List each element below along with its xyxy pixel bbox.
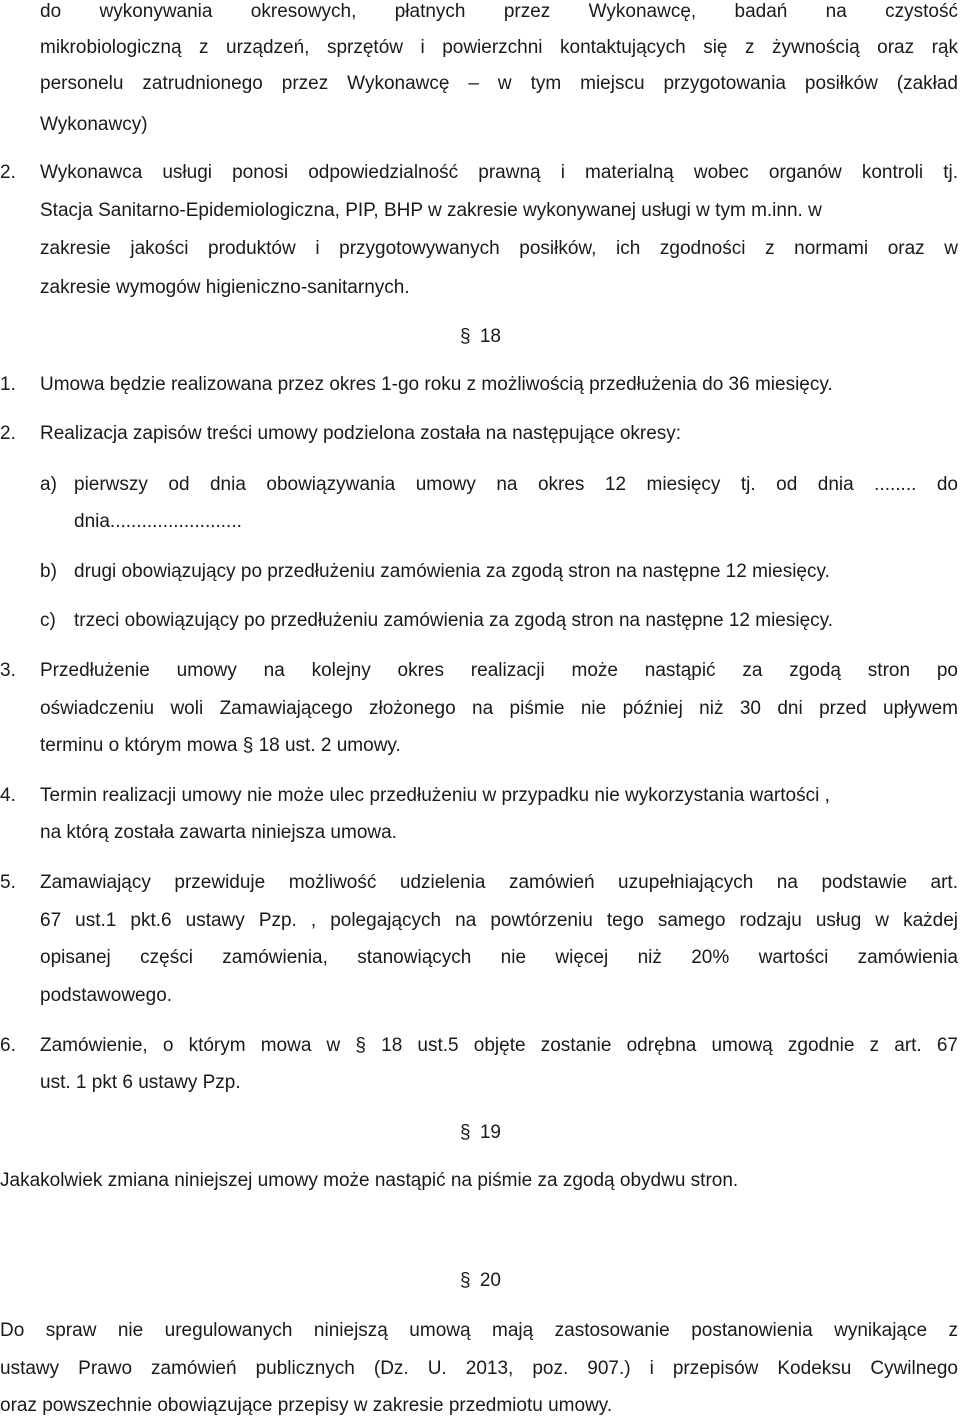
clause-18-2c: trzeci obowiązujący po przedłużeniu zamówienia za zgodą stron na następne 12 miesięcy. [74, 610, 834, 631]
sub-item-letter: b) [40, 561, 57, 582]
intro-line-1: do wykonywania okresowych, płatnych przez Wykonawcę, badań na czystość [40, 1, 958, 22]
clause-18-3-line-1: Przedłużenie umowy na kolejny okres realizacji może nastąpić za zgodą stron po [40, 660, 958, 681]
section-number: 20 [479, 1270, 501, 1291]
clause-2-line-2: Stacja Sanitarno-Epidemiologiczna, PIP, BHP w zakresie wykonywanej usługi w tym m.inn. w [40, 200, 822, 221]
section-number: 19 [479, 1122, 501, 1143]
clause-2-line-3: zakresie jakości produktów i przygotowywanych posiłków, ich zgodności z normami oraz w [40, 238, 958, 259]
clause-20-line-2: ustawy Prawo zamówień publicznych (Dz. U. 2013, poz. 907.) i przepisów Kodeksu Cywilnego [0, 1358, 958, 1379]
sub-item-letter: c) [40, 610, 56, 631]
clause-18-4-line-1: Termin realizacji umowy nie może ulec przedłużeniu w przypadku nie wykorzystania wartości , [40, 785, 830, 806]
intro-line-4: Wykonawcy) [40, 114, 148, 135]
section-sign: § [460, 326, 471, 347]
item-number: 1. [0, 374, 16, 395]
section-heading-18 [460, 325, 501, 349]
clause-19: Jakakolwiek zmiana niniejszej umowy może nastąpić na piśmie za zgodą obydwu stron. [0, 1170, 739, 1191]
intro-line-2: mikrobiologiczną z urządzeń, sprzętów i powierzchni kontaktujących się z żywnością oraz rąk [40, 37, 958, 58]
clause-18-2a-line-2: dnia......................... [74, 511, 242, 532]
section-sign: § [460, 1270, 471, 1291]
clause-18-3-line-3: terminu o którym mowa § 18 ust. 2 umowy. [40, 735, 401, 756]
clause-18-5-line-2: 67 ust.1 pkt.6 ustawy Pzp. , polegających na powtórzeniu tego samego rodzaju usług w każdej [40, 910, 958, 931]
clause-18-5-line-3: opisanej części zamówienia, stanowiących nie więcej niż 20% wartości zamówienia [40, 947, 958, 968]
intro-line-3: personelu zatrudnionego przez Wykonawcę – w tym miejscu przygotowania posiłków (zakład [40, 73, 958, 94]
section-sign: § [460, 1122, 471, 1143]
sub-item-letter: a) [40, 474, 57, 495]
clause-18-5-line-1: Zamawiający przewiduje możliwość udzielenia zamówień uzupełniających na podstawie art. [40, 872, 958, 893]
clause-18-2: Realizacja zapisów treści umowy podzielona została na następujące okresy: [40, 423, 682, 444]
clause-18-5-line-4: podstawowego. [40, 985, 173, 1006]
clause-18-2b: drugi obowiązujący po przedłużeniu zamówienia za zgodą stron na następne 12 miesięcy. [74, 561, 830, 582]
clause-18-6-line-1: Zamówienie, o którym mowa w § 18 ust.5 objęte zostanie odrębna umową zgodnie z art. 67 [40, 1035, 958, 1056]
item-number-text: 2. [0, 162, 16, 183]
clause-18-3-line-2: oświadczeniu woli Zamawiającego złożonego na piśmie nie później niż 30 dni przed upływem [40, 698, 958, 719]
clause-20-line-1: Do spraw nie uregulowanych niniejszą umową mają zastosowanie postanowienia wynikające z [0, 1320, 958, 1341]
item-number: 4. [0, 785, 16, 806]
clause-2-line-1: Wykonawca usługi ponosi odpowiedzialność prawną i materialną wobec organów kontroli tj. [40, 162, 958, 183]
section-heading-19 [460, 1121, 501, 1145]
item-number: 6. [0, 1035, 16, 1056]
clause-20-line-3: oraz powszechnie obowiązujące przepisy w zakresie przedmiotu umowy. [0, 1395, 613, 1416]
section-heading-20 [460, 1269, 501, 1293]
clause-18-6-line-2: ust. 1 pkt 6 ustawy Pzp. [40, 1072, 241, 1093]
clause-18-1: Umowa będzie realizowana przez okres 1-go roku z możliwością przedłużenia do 36 miesięcy. [40, 374, 833, 395]
item-number: 3. [0, 660, 16, 681]
clause-18-2a-line-1: pierwszy od dnia obowiązywania umowy na okres 12 miesięcy tj. od dnia ........ do [74, 474, 958, 495]
clause-2-line-4: zakresie wymogów higieniczno-sanitarnych. [40, 277, 410, 298]
item-number: 5. [0, 872, 16, 893]
section-number: 18 [479, 326, 501, 347]
clause-18-4-line-2: na którą została zawarta niniejsza umowa. [40, 822, 397, 843]
item-number: 2. [0, 423, 16, 444]
